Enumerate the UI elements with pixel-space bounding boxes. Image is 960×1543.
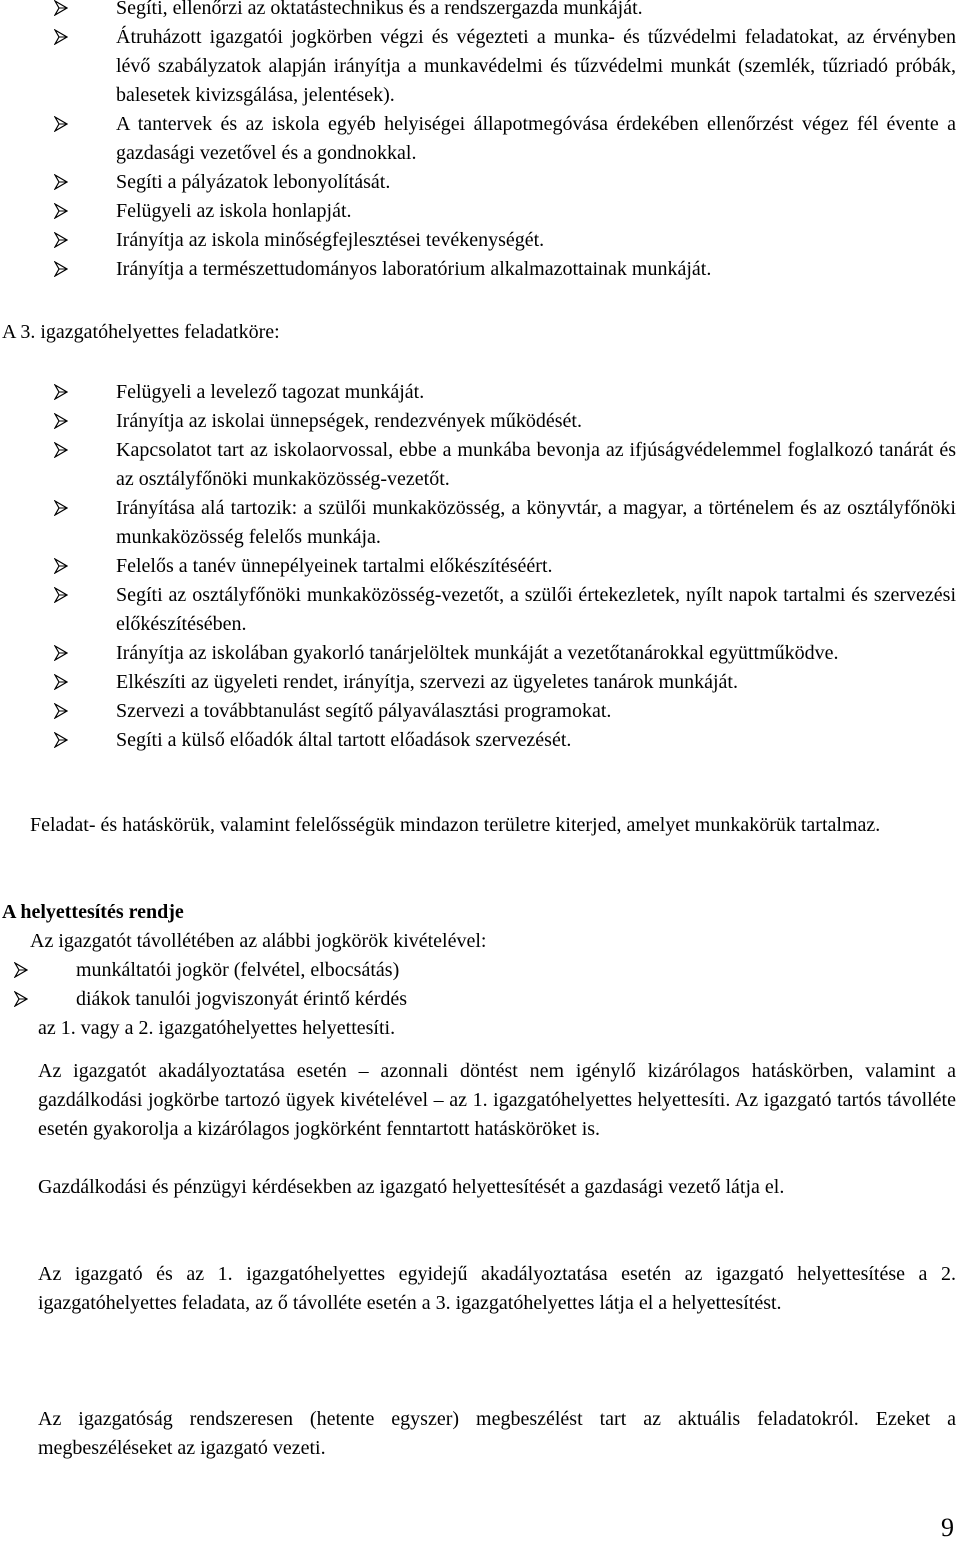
- arrow-bullet-icon: [54, 413, 68, 429]
- deputy-duties-list: [116, 0, 956, 284]
- substitution-paragraph-1: Az igazgatót akadályoztatása esetén – azonnali döntést nem igénylő kizárólagos hatáskörben, valamint a gazdálkodási jogkörbe tartozó ügyek kivételével – az 1. igazgatóhelyettes helyettesíti. Az igazgató tartós távolléte esetén gyakorolja a kizárólagos jogkörként fenntartott hatásköröket is.: [38, 1060, 956, 1140]
- section-3-heading: A 3. igazgatóhelyettes feladatköre:: [2, 321, 280, 343]
- arrow-bullet-icon: [54, 558, 68, 574]
- list-item: Szervezi a továbbtanulást segítő pályaválasztási programokat.: [116, 697, 956, 726]
- arrow-bullet-icon: [54, 116, 68, 132]
- list-item: diákok tanulói jogviszonyát érintő kérdés: [76, 985, 776, 1014]
- list-item: Segíti, ellenőrzi az oktatástechnikus és a rendszergazda munkáját.: [116, 0, 956, 23]
- substitution-heading: A helyettesítés rendje: [2, 901, 184, 923]
- arrow-bullet-icon: [54, 29, 68, 45]
- list-item: Átruházott igazgatói jogkörben végzi és végezteti a munka- és tűzvédelmi feladatokat, az érvényben lévő szabályzatok alapján irányítja a munkavédelmi és tűzvédelmi munkát (szemlék, tűzriadó próbák, balesetek kivizsgálása, jelentések).: [116, 23, 956, 110]
- list-item: A tantervek és az iskola egyéb helyiségei állapotmegóvása érdekében ellenőrzést végez fél évente a gazdasági vezetővel és a gondnokkal.: [116, 110, 956, 168]
- list-item: Segíti a pályázatok lebonyolítását.: [116, 168, 956, 197]
- third-deputy-duties-list: [116, 378, 956, 755]
- arrow-bullet-icon: [54, 500, 68, 516]
- arrow-bullet-icon: [54, 674, 68, 690]
- arrow-bullet-icon: [14, 962, 28, 978]
- list-item: Felügyeli a levelező tagozat munkáját.: [116, 378, 956, 407]
- arrow-bullet-icon: [14, 991, 28, 1007]
- list-item: Elkészíti az ügyeleti rendet, irányítja, szervezi az ügyeletes tanárok munkáját.: [116, 668, 956, 697]
- arrow-bullet-icon: [54, 442, 68, 458]
- list-item: Segíti a külső előadók által tartott előadások szervezését.: [116, 726, 956, 755]
- list-item: Irányítja az iskolában gyakorló tanárjelöltek munkáját a vezetőtanárokkal együttműködve.: [116, 639, 956, 668]
- list-item: Irányítja az iskola minőségfejlesztései tevékenységét.: [116, 226, 956, 255]
- list-item: Irányítja a természettudományos laboratórium alkalmazottainak munkáját.: [116, 255, 956, 284]
- substitution-intro: Az igazgatót távollétében az alábbi jogkörök kivételével:: [30, 930, 487, 952]
- list-item: Irányítja az iskolai ünnepségek, rendezvények működését.: [116, 407, 956, 436]
- arrow-bullet-icon: [54, 732, 68, 748]
- list-item: Felelős a tanév ünnepélyeinek tartalmi előkészítéséért.: [116, 552, 956, 581]
- list-item: Felügyeli az iskola honlapját.: [116, 197, 956, 226]
- arrow-bullet-icon: [54, 261, 68, 277]
- list-item: Segíti az osztályfőnöki munkaközösség-vezetőt, a szülői értekezletek, nyílt napok tartalmi és szervezési előkészítésében.: [116, 581, 956, 639]
- page-number: 9: [941, 1513, 954, 1542]
- substitute-sentence: az 1. vagy a 2. igazgatóhelyettes helyettesíti.: [38, 1017, 396, 1039]
- arrow-bullet-icon: [54, 384, 68, 400]
- list-item: Irányítása alá tartozik: a szülői munkaközösség, a könyvtár, a magyar, a történelem és az osztályfőnöki munkaközösség felelős munkája.: [116, 494, 956, 552]
- arrow-bullet-icon: [54, 174, 68, 190]
- list-item: Kapcsolatot tart az iskolaorvossal, ebbe a munkába bevonja az ifjúságvédelemmel foglalkozó tanárát és az osztályfőnöki munkaközösség-vezetőt.: [116, 436, 956, 494]
- management-meeting-paragraph: Az igazgatóság rendszeresen (hetente egyszer) megbeszélést tart az aktuális feladatokról. Ezeket a megbeszéléseket az igazgató vezeti.: [38, 1408, 956, 1459]
- arrow-bullet-icon: [54, 645, 68, 661]
- exceptions-list: [76, 956, 776, 1014]
- arrow-bullet-icon: [54, 587, 68, 603]
- substitution-paragraph-3: Az igazgató és az 1. igazgatóhelyettes egyidejű akadályoztatása esetén az igazgató helyettesítése a 2. igazgatóhelyettes feladata, az ő távolléte esetén a 3. igazgatóhelyettes látja el a helyettesítést.: [38, 1263, 956, 1314]
- scope-paragraph: Feladat- és hatáskörük, valamint felelősségük mindazon területre kiterjed, amelyet munkakörük tartalmaz.: [30, 814, 881, 836]
- arrow-bullet-icon: [54, 703, 68, 719]
- list-item: munkáltatói jogkör (felvétel, elbocsátás): [76, 956, 776, 985]
- arrow-bullet-icon: [54, 232, 68, 248]
- substitution-paragraph-2: Gazdálkodási és pénzügyi kérdésekben az igazgató helyettesítését a gazdasági vezető látja el.: [38, 1176, 785, 1198]
- arrow-bullet-icon: [54, 203, 68, 219]
- arrow-bullet-icon: [54, 0, 68, 16]
